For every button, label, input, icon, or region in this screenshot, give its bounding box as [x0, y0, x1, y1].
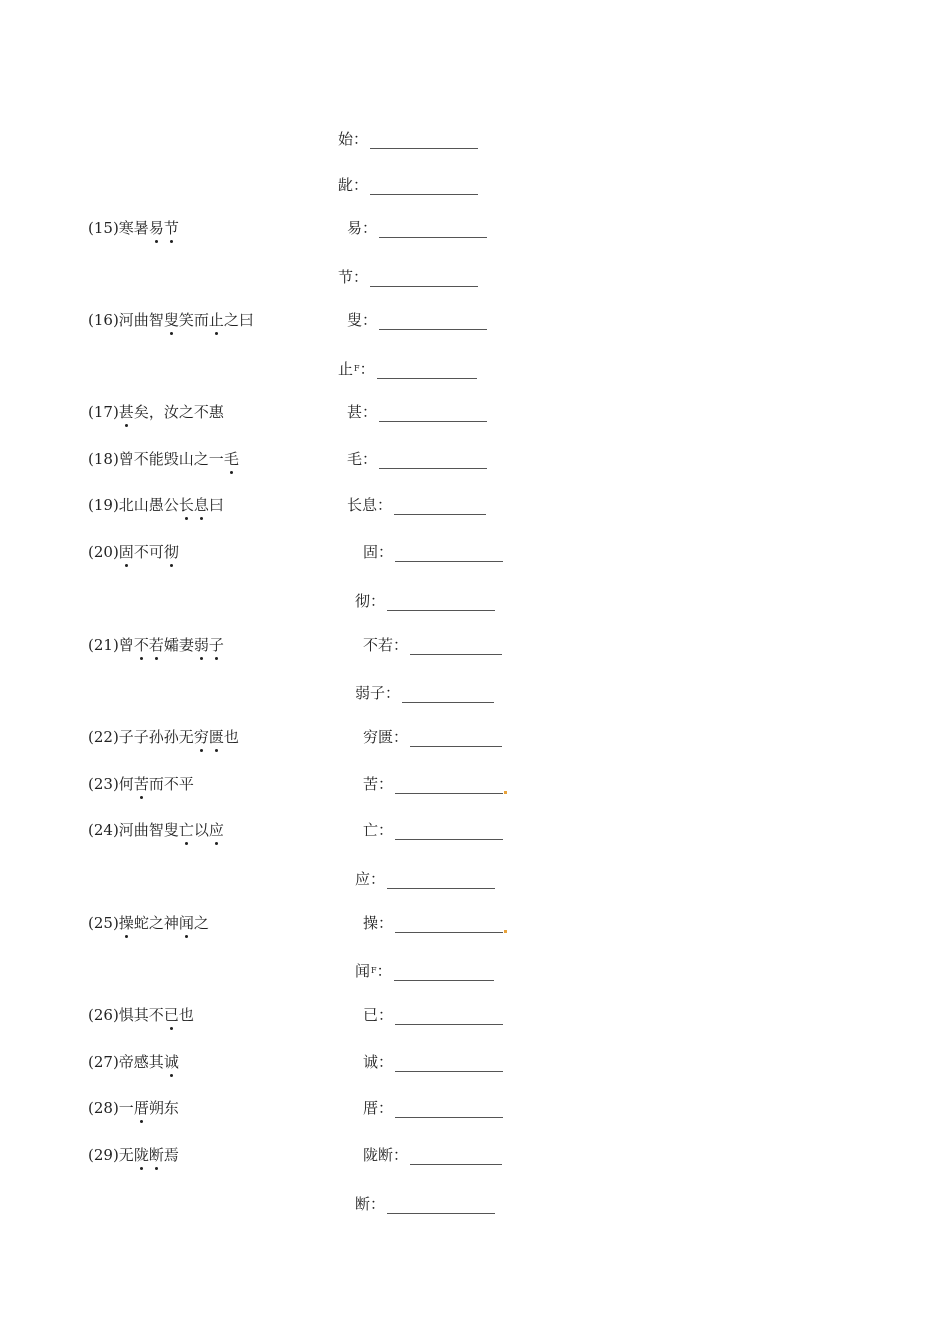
item-number: (21) [88, 636, 119, 654]
dotted-character: 若 [148, 636, 164, 654]
answer-label: 亡： [363, 821, 394, 839]
item-text: 也 [223, 728, 239, 746]
dotted-character: 子 [208, 636, 224, 654]
item-text: 一 [118, 1099, 134, 1117]
dotted-character: 甚 [118, 403, 134, 421]
item-number: (23) [88, 775, 119, 793]
item-25 [88, 913, 209, 933]
answer-label: 甚： [347, 403, 378, 421]
answer-blank[interactable] [395, 826, 503, 840]
item-24 [88, 820, 224, 840]
item-text: 曾不能毁山之一 [118, 450, 224, 468]
answer-14[interactable] [363, 774, 507, 794]
item-number: (25) [88, 914, 119, 932]
answer-1[interactable] [338, 175, 478, 195]
answer-label: 闻 [355, 962, 371, 980]
item-text: 河曲智叟 [118, 821, 179, 839]
item-text: 不可 [133, 543, 164, 561]
answer-9[interactable] [363, 542, 503, 562]
item-number: (17) [88, 403, 119, 421]
item-26 [88, 1005, 194, 1025]
answer-label: 应： [355, 870, 386, 888]
answer-blank[interactable] [395, 1058, 503, 1072]
answer-blank[interactable] [377, 365, 477, 379]
answer-colon: ： [376, 962, 392, 980]
answer-blank[interactable] [402, 689, 494, 703]
item-text: 寒暑 [118, 219, 149, 237]
answer-blank[interactable] [395, 780, 503, 794]
answer-blank[interactable] [394, 501, 486, 515]
item-number: (29) [88, 1146, 119, 1164]
answer-blank[interactable] [395, 919, 503, 933]
answer-10[interactable] [355, 591, 495, 611]
answer-label: 苦： [363, 775, 394, 793]
answer-label: 断： [355, 1195, 386, 1213]
item-text: 之曰 [223, 311, 254, 329]
answer-blank[interactable] [395, 1011, 503, 1025]
answer-0[interactable] [338, 129, 478, 149]
dotted-character: 毛 [223, 450, 239, 468]
answer-22[interactable] [363, 1145, 502, 1165]
dotted-character: 节 [163, 219, 179, 237]
answer-blank[interactable] [410, 641, 502, 655]
answer-blank[interactable] [379, 316, 487, 330]
answer-11[interactable] [363, 635, 502, 655]
answer-blank[interactable] [410, 733, 502, 747]
answer-6[interactable] [347, 402, 487, 422]
answer-label: 已： [363, 1006, 394, 1024]
dotted-character: 已 [163, 1006, 179, 1024]
item-text: 蛇之神 [133, 914, 179, 932]
answer-label: 龀： [338, 176, 369, 194]
item-text: 以 [193, 821, 209, 839]
dotted-character: 叟 [163, 311, 179, 329]
item-number: (27) [88, 1053, 119, 1071]
item-22 [88, 727, 239, 747]
item-number: (18) [88, 450, 119, 468]
dotted-character: 苦 [133, 775, 149, 793]
answer-blank[interactable] [370, 273, 478, 287]
item-20 [88, 542, 179, 562]
answer-19[interactable] [363, 1005, 503, 1025]
item-text: 北山愚公 [118, 496, 179, 514]
item-18 [88, 449, 239, 469]
answer-colon: ： [359, 360, 375, 378]
item-16 [88, 310, 254, 330]
dotted-character: 陇 [133, 1146, 149, 1164]
item-number: (24) [88, 821, 119, 839]
item-number: (28) [88, 1099, 119, 1117]
answer-18[interactable] [355, 961, 494, 981]
item-number: (22) [88, 728, 119, 746]
answer-label: 厝： [363, 1099, 394, 1117]
answer-label: 叟： [347, 311, 378, 329]
item-19 [88, 495, 224, 515]
item-text: 之 [193, 914, 209, 932]
item-text: 朔东 [148, 1099, 179, 1117]
highlight-mark [504, 930, 507, 933]
dotted-character: 闻 [178, 914, 194, 932]
dotted-character: 弱 [193, 636, 209, 654]
dotted-character: 亡 [178, 821, 194, 839]
item-text: 何 [118, 775, 134, 793]
item-text: 焉 [163, 1146, 179, 1164]
answer-blank[interactable] [387, 1200, 495, 1214]
dotted-character: 应 [208, 821, 224, 839]
dotted-character: 彻 [163, 543, 179, 561]
item-number: (15) [88, 219, 119, 237]
answer-label: 陇断： [363, 1146, 409, 1164]
item-number: (16) [88, 311, 119, 329]
answer-16[interactable] [355, 869, 495, 889]
item-21 [88, 635, 224, 655]
item-text: 帝感其 [118, 1053, 164, 1071]
item-text: 也 [178, 1006, 194, 1024]
item-text: 惧其不 [118, 1006, 164, 1024]
dotted-character: 穷 [193, 728, 209, 746]
answer-3[interactable] [338, 267, 478, 287]
item-text: 曰 [208, 496, 224, 514]
answer-7[interactable] [347, 449, 487, 469]
answer-blank[interactable] [379, 408, 487, 422]
item-number: (20) [88, 543, 119, 561]
answer-12[interactable] [355, 683, 494, 703]
dotted-character: 不 [133, 636, 149, 654]
answer-label: 弱子： [355, 684, 401, 702]
answer-label: 易： [347, 219, 378, 237]
item-17 [88, 402, 224, 422]
answer-blank[interactable] [395, 548, 503, 562]
dotted-character: 匮 [208, 728, 224, 746]
answer-23[interactable] [355, 1194, 495, 1214]
answer-label: 穷匮： [363, 728, 409, 746]
answer-blank[interactable] [370, 135, 478, 149]
answer-label: 彻： [355, 592, 386, 610]
item-number: (26) [88, 1006, 119, 1024]
superscript-mark: F [371, 966, 377, 975]
answer-blank[interactable] [410, 1151, 502, 1165]
answer-8[interactable] [347, 495, 486, 515]
item-text: 无 [118, 1146, 134, 1164]
dotted-character: 长 [178, 496, 194, 514]
answer-15[interactable] [363, 820, 503, 840]
answer-blank[interactable] [379, 224, 487, 238]
answer-blank[interactable] [370, 181, 478, 195]
answer-21[interactable] [363, 1098, 503, 1118]
answer-label: 诚： [363, 1053, 394, 1071]
answer-5[interactable] [338, 359, 477, 379]
answer-blank[interactable] [395, 1104, 503, 1118]
answer-label: 长息： [347, 496, 393, 514]
item-27 [88, 1052, 179, 1072]
item-text: 矣，汝之不惠 [133, 403, 224, 421]
answer-blank[interactable] [387, 875, 495, 889]
answer-blank[interactable] [379, 455, 487, 469]
item-text: 河曲智 [118, 311, 164, 329]
answer-label: 操： [363, 914, 394, 932]
answer-label: 始： [338, 130, 369, 148]
answer-label: 止 [338, 360, 354, 378]
highlight-mark [504, 791, 507, 794]
item-text: 曾 [118, 636, 134, 654]
answer-blank[interactable] [394, 967, 494, 981]
answer-label: 固： [363, 543, 394, 561]
dotted-character: 厝 [133, 1099, 149, 1117]
dotted-character: 断 [148, 1146, 164, 1164]
answer-2[interactable] [347, 218, 487, 238]
answer-4[interactable] [347, 310, 487, 330]
dotted-character: 易 [148, 219, 164, 237]
answer-blank[interactable] [387, 597, 495, 611]
item-text: 笑而 [178, 311, 209, 329]
answer-20[interactable] [363, 1052, 503, 1072]
answer-17[interactable] [363, 913, 507, 933]
answer-13[interactable] [363, 727, 502, 747]
item-text: 而不平 [148, 775, 194, 793]
dotted-character: 固 [118, 543, 134, 561]
answer-label: 毛： [347, 450, 378, 468]
superscript-mark: F [354, 364, 360, 373]
item-15 [88, 218, 179, 238]
dotted-character: 止 [208, 311, 224, 329]
dotted-character: 操 [118, 914, 134, 932]
dotted-character: 息 [193, 496, 209, 514]
item-29 [88, 1145, 179, 1165]
item-23 [88, 774, 194, 794]
item-text: 子子孙孙无 [118, 728, 194, 746]
item-28 [88, 1098, 179, 1118]
answer-label: 不若： [363, 636, 409, 654]
answer-label: 节： [338, 268, 369, 286]
item-text: 孀妻 [163, 636, 194, 654]
item-number: (19) [88, 496, 119, 514]
dotted-character: 诚 [163, 1053, 179, 1071]
